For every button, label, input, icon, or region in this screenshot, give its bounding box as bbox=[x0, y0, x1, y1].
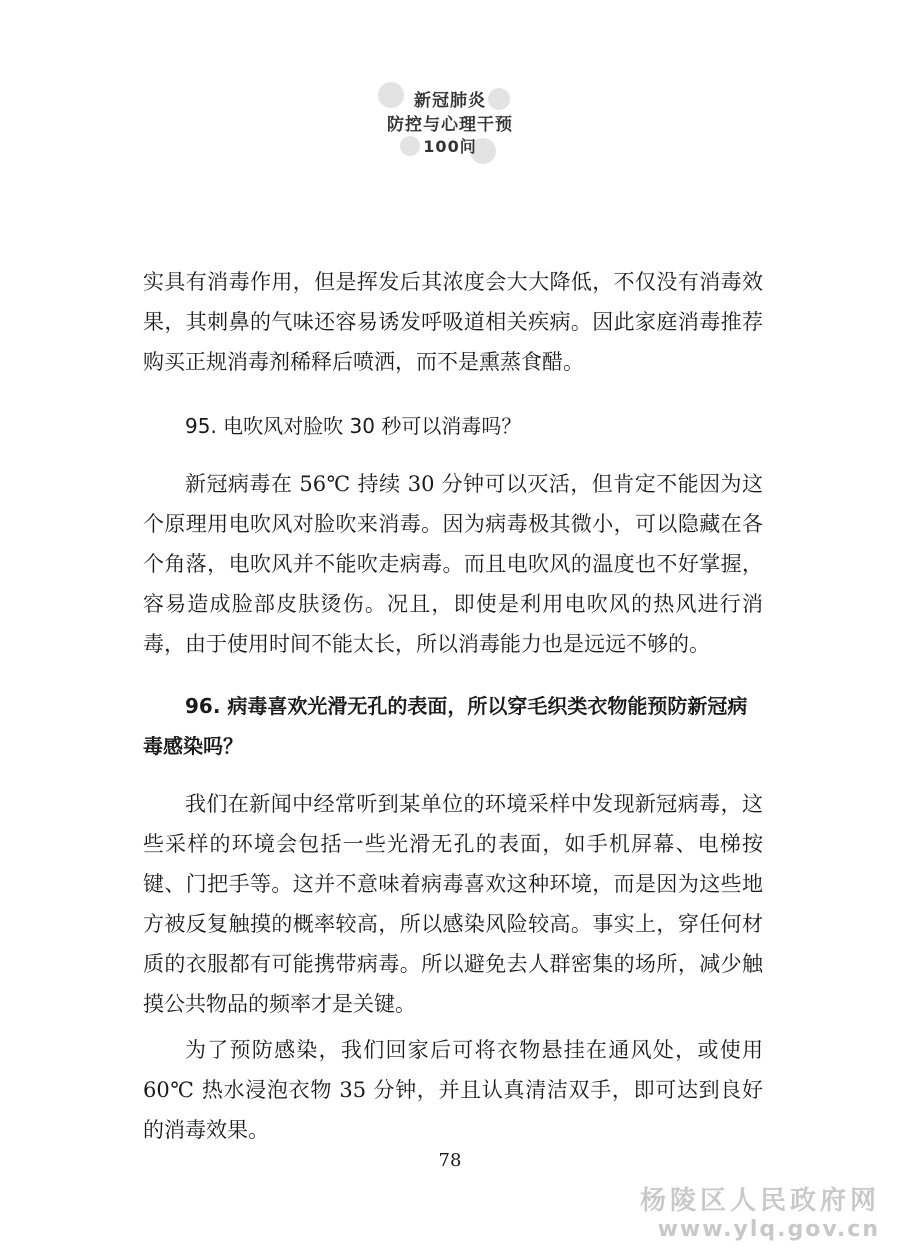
page-content bbox=[143, 262, 763, 1150]
question-96-title: 96. 病毒喜欢光滑无孔的表面，所以穿毛织类衣物能预防新冠病毒感染吗？ bbox=[143, 694, 748, 758]
watermark-site-name: 杨陵区人民政府网 bbox=[639, 1186, 880, 1216]
question-96-answer-1: 我们在新闻中经常听到某单位的环境采样中发现新冠病毒，这些采样的环境会包括一些光滑无孔的表面，如手机屏幕、电梯按键、门把手等。这并不意味着病毒喜欢这种环境，而是因为这些地方被反复触摸的概率较高，所以感染风险较高。事实上，穿任何材质的衣服都有可能携带病毒。所以避免去人群密集的场所，减少触摸公共物品的频率才是关键。 bbox=[143, 792, 763, 1016]
question-95-title: 95. 电吹风对脸吹 30 秒可以消毒吗？ bbox=[185, 414, 522, 438]
page-number: 78 bbox=[438, 1150, 462, 1171]
book-title-line-2: 防控与心理干预 bbox=[387, 115, 513, 135]
book-header bbox=[370, 80, 530, 170]
watermark-url: www.ylq.gov.cn bbox=[657, 1217, 880, 1242]
question-96-answer-2: 为了预防感染，我们回家后可将衣物悬挂在通风处，或使用 60℃ 热水浸泡衣物 35 分钟，并且认真清洁双手，即可达到良好的消毒效果。 bbox=[143, 1038, 763, 1142]
question-95-answer: 新冠病毒在 56℃ 持续 30 分钟可以灭活，但肯定不能因为这个原理用电吹风对脸吹来消毒。因为病毒极其微小，可以隐藏在各个角落，电吹风并不能吹走病毒。而且电吹风的温度也不好掌握，容易造成脸部皮肤烫伤。况且，即使是利用电吹风的热风进行消毒，由于使用时间不能太长，所以消毒能力也是远远不够的。 bbox=[143, 472, 763, 656]
book-title-line-3: 100问 bbox=[423, 137, 477, 156]
intro-paragraph: 实具有消毒作用，但是挥发后其浓度会大大降低，不仅没有消毒效果，其刺鼻的气味还容易诱发呼吸道相关疾病。因此家庭消毒推荐购买正规消毒剂稀释后喷洒，而不是熏蒸食醋。 bbox=[143, 270, 763, 374]
watermark bbox=[640, 1180, 880, 1242]
book-title-line-1: 新冠肺炎 bbox=[414, 91, 486, 111]
